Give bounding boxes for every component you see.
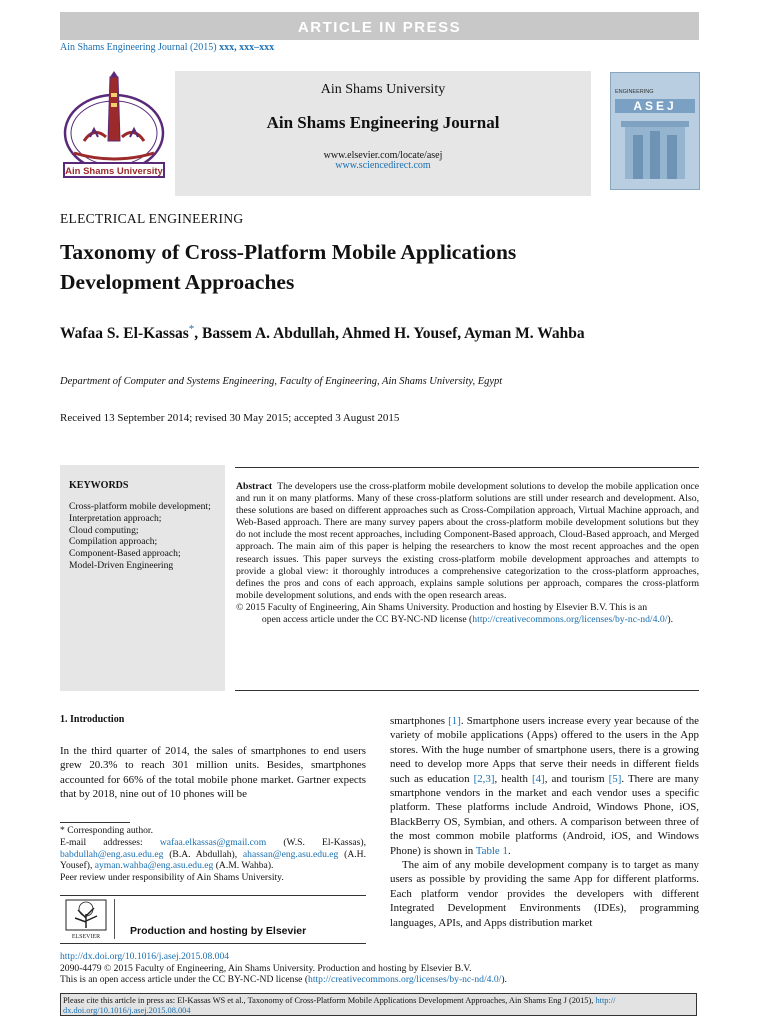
text-run: . Smartphone users increase every year because of the variety of mobile applications (Apps) offered to the users in the App stores. With the huge number of smartphone users, there is a growing need to develop more Apps that serve their needs in different fields such as education (390, 715, 699, 785)
abstract-license-post: ). (667, 614, 674, 626)
email-owner-1: (W.S. El-Kassas), (266, 836, 366, 848)
right-column-text (390, 714, 699, 930)
citation-link[interactable]: [1] (448, 715, 461, 727)
abstract-label: Abstract (236, 481, 273, 492)
text-run: smartphones (390, 715, 449, 727)
email-label: E-mail addresses: (60, 836, 160, 848)
footnotes (60, 825, 366, 884)
header-journal-title: Ain Shams Engineering Journal (266, 113, 500, 132)
keyword-item: Model-Driven Engineering (69, 559, 174, 571)
elsevier-separator (114, 899, 115, 939)
abstract-text: The developers use the cross-platform mobile development solutions to develop the mobile application once and run it on many platforms. Many of these cross-platform solutions are still under research and development. Also, these solutions are based on different approaches such as Cross-Compilation approach, Virtual Machine approach, and Web-Based approach. There are many survey papers about the cross-platform mobile development solutions but they do not include the most recent approaches, including Component-Based approach, Cloud-Based approach, and Merged approach. The main aim of this paper is helping the researchers to know the most recent approaches and the open research issues. This paper surveys the existing cross-platform mobile development approaches and attempts to provide a global view: it thoroughly introduces a comprehensive categorization to the cross-platform approaches, defines the pros and cons of each approach, explains sample solutions per approach, compares the cross-platform mobile development solutions, and ends with the open research areas. (236, 481, 700, 601)
citation-text: Please cite this article in press as: El-Kassas WS et al., Taxonomy of Cross-Platform Mobile Applications Development Approaches, Ain Shams Eng J (2015), (63, 996, 596, 1005)
keyword-item: Cross-platform mobile development; (69, 501, 211, 512)
keywords-list (69, 501, 219, 572)
article-dates: Received 13 September 2014; revised 30 May 2015; accepted 3 August 2015 (60, 412, 400, 424)
abstract (236, 481, 699, 626)
cover-illustration (611, 73, 699, 189)
keywords-box (60, 465, 225, 691)
article-title (60, 237, 700, 297)
paragraph: The aim of any mobile development company is to target as many users as possible by providing the same App for different platforms. Each platform vendor provides the developers with different Integrated Development Environments (IDEs), programming languages, APIs, and Apps distribution market (390, 859, 699, 929)
affiliation: Department of Computer and Systems Engineering, Faculty of Engineering, Ain Shams University, Egypt (60, 376, 503, 387)
doi-link[interactable]: http://dx.doi.org/10.1016/j.asej.2015.08.004 (60, 951, 230, 962)
corresponding-author-note: * Corresponding author. (60, 825, 153, 836)
citation-url-part-2[interactable]: dx.doi.org/10.1016/j.asej.2015.08.004 (63, 1006, 191, 1016)
introduction-paragraph: In the third quarter of 2014, the sales of smartphones to end users grew 20.3% to reach 301 million units. Besides, smartphones accounted for 66% of the total mobile phone market. Gartner expects that by 2018, nine out of 10 phones will be (60, 745, 366, 801)
abstract-copyright: © 2015 Faculty of Engineering, Ain Shams University. Production and hosting by Elsevier B.V. This is an (236, 601, 648, 613)
email-addresses (60, 837, 366, 872)
abstract-top-rule (235, 467, 699, 468)
logo-caption: Ain Shams University (65, 166, 163, 177)
header-url-sciencedirect[interactable]: www.sciencedirect.com (335, 160, 431, 171)
issn-line: 2090-4479 © 2015 Faculty of Engineering, Ain Shams University. Production and hosting by Elsevier B.V. (60, 962, 472, 974)
keyword-item: Component-Based approach; (69, 548, 181, 560)
email-link-1[interactable]: wafaa.elkassas@gmail.com (159, 836, 267, 848)
text-run: . (507, 844, 511, 857)
article-title-line-1: Taxonomy of Cross-Platform Mobile Applications (60, 240, 517, 264)
ain-shams-university-logo (60, 71, 168, 181)
journal-cover-thumbnail (610, 72, 700, 190)
email-link-2[interactable]: babdullah@eng.asu.edu.eg (60, 848, 164, 860)
section-heading: ELECTRICAL ENGINEERING (60, 211, 244, 226)
other-authors: , Bassem A. Abdullah, Ahmed H. Yousef, Ayman M. Wahba (194, 325, 585, 343)
elsevier-production-text: Production and hosting by Elsevier (130, 925, 307, 937)
open-access-line (60, 974, 700, 986)
keyword-item: Interpretation approach; (69, 512, 162, 524)
abstract-license-pre: open access article under the CC BY-NC-ND license ( (261, 614, 473, 626)
article-in-press-banner: ARTICLE IN PRESS (60, 12, 699, 40)
paragraph (390, 714, 699, 858)
elsevier-logo-word: ELSEVIER (71, 934, 101, 940)
journal-reference-text: Ain Shams Engineering Journal (2015) (60, 42, 220, 53)
keyword-item: Compilation approach; (69, 536, 158, 548)
email-link-4[interactable]: ayman.wahba@eng.asu.edu.eg (94, 860, 214, 872)
keyword-item: Cloud computing; (69, 524, 139, 536)
peer-review-note: Peer review under responsibility of Ain Shams University. (60, 872, 284, 884)
citation-link[interactable]: [4] (531, 772, 545, 785)
citation-link[interactable]: [5] (608, 772, 622, 785)
corresponding-author-mark[interactable]: * (188, 323, 195, 335)
journal-reference[interactable] (60, 42, 274, 53)
abstract-bottom-rule (235, 690, 699, 691)
oa-pre: This is an open access article under the CC BY-NC-ND license ( (60, 974, 309, 986)
article-title-line-2: Development Approaches (60, 270, 295, 294)
oa-license-link[interactable]: http://creativecommons.org/licenses/by-nc-nd/4.0/ (308, 974, 502, 986)
first-author: Wafaa S. El-Kassas (60, 325, 189, 343)
citation-box (60, 993, 697, 1016)
elsevier-tree-logo (63, 898, 109, 940)
citation-link[interactable]: [2,3] (473, 772, 495, 785)
author-list (60, 323, 720, 343)
header-university: Ain Shams University (320, 82, 446, 97)
abstract-license (236, 614, 699, 626)
footnote-rule (60, 822, 130, 823)
introduction-heading: 1. Introduction (60, 714, 125, 725)
email-owner-3: (A.H. Yousef), (60, 848, 366, 872)
oa-post: ). (501, 974, 507, 986)
bottom-metadata (60, 951, 700, 986)
email-owner-2: (B.A. Abdullah), (163, 848, 243, 860)
header-url-elsevier[interactable]: www.elsevier.com/locate/asej (323, 150, 443, 161)
cover-abbrev: ASEJ (633, 99, 677, 113)
abstract-license-link[interactable]: http://creativecommons.org/licenses/by-nc-nd/4.0/ (472, 614, 668, 626)
keywords-heading: KEYWORDS (69, 480, 129, 491)
cover-title: ENGINEERING (615, 89, 654, 95)
journal-reference-volume: xxx, xxx–xxx (219, 42, 275, 53)
citation-url-part-1[interactable]: http:// (595, 996, 616, 1005)
text-run: , health (494, 772, 532, 785)
email-link-3[interactable]: ahassan@eng.asu.edu.eg (242, 848, 339, 860)
email-owner-4: (A.M. Wahba). (213, 860, 274, 872)
text-run: . There are many smartphone vendors in the market and each vendor uses a specific platform. These platforms include Android, Windows Phone, iOS, BlackBerry OS, Symbian, and others. A comparison between three of the most common mobile platforms (Android, iOS, and Windows Phone) is shown in (390, 772, 700, 857)
text-run: , and tourism (544, 772, 609, 785)
table-link[interactable]: Table 1 (475, 844, 508, 857)
